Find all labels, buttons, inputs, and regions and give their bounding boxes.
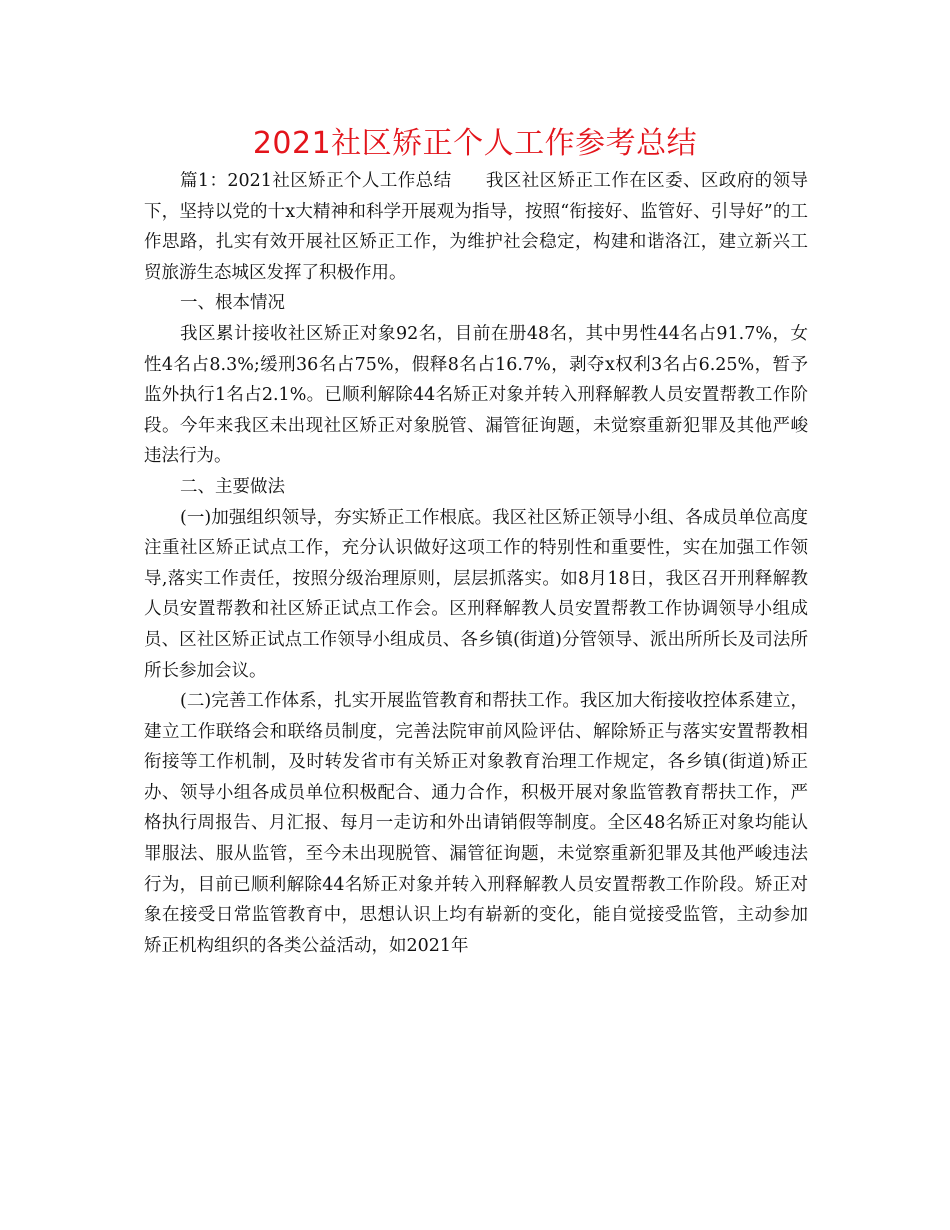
- paragraph-lead: 篇1：2021社区矫正个人工作总结: [180, 171, 452, 191]
- paragraph-intro: [144, 166, 808, 288]
- section-heading-2: 二、主要做法: [180, 476, 285, 497]
- paragraph-text: 我区社区矫正工作在区委、区政府的领导下，坚持以党的十x大精神和科学开展观为指导，按照“衔接好、监管好、引导好”的工作思路，扎实有效开展社区矫正工作，为维护社会稳定，构建和谐洛江，建立新兴工贸旅游生态城区发挥了积极作用。: [144, 171, 809, 283]
- section-heading-1: 一、根本情况: [180, 293, 285, 314]
- paragraph-method-2: (二)完善工作体系，扎实开展监管教育和帮扶工作。我区加大衔接收控体系建立，建立工作联络会和联络员制度，完善法院审前风险评估、解除矫正与落实安置帮教相衔接等工作机制，及时转发省市有关矫正对象教育治理工作规定，各乡镇(街道)矫正办、领导小组各成员单位积极配合、通力合作，积极开展对象监管教育帮扶工作，严格执行周报告、月汇报、每月一走访和外出请销假等制度。全区48名矫正对象均能认罪服法、服从监管，至今未出现脱管、漏管征询题，未觉察重新犯罪及其他严峻违法行为，目前已顺利解除44名矫正对象并转入刑释解教人员安置帮教工作阶段。矫正对象在接受日常监管教育中，思想认识上均有崭新的变化，能自觉接受监管，主动参加矫正机构组织的各类公益活动，如2021年: [144, 691, 808, 956]
- document-title: 2021社区矫正个人工作参考总结: [252, 126, 698, 161]
- document-body: [144, 166, 808, 961]
- paragraph-situation: 我区累计接收社区矫正对象92名，目前在册48名，其中男性44名占91.7%，女性4名占8.3%;缓刑36名占75%，假释8名占16.7%，剥夺x权利3名占6.25%，暂予监外执行1名占2.1%。已顺利解除44名矫正对象并转入刑释解教人员安置帮教工作阶段。今年来我区未出现社区矫正对象脱管、漏管征询题，未觉察重新犯罪及其他严峻违法行为。: [144, 323, 808, 467]
- paragraph-method-1: (一)加强组织领导，夯实矫正工作根底。我区社区矫正领导小组、各成员单位高度注重社区矫正试点工作，充分认识做好这项工作的特别性和重要性，实在加强工作领导,落实工作责任，按照分级治理原则，层层抓落实。如8月18日，我区召开刑释解教人员安置帮教和社区矫正试点工作会。区刑释解教人员安置帮教工作协调领导小组成员、区社区矫正试点工作领导小组成员、各乡镇(街道)分管领导、派出所所长及司法所所长参加会议。: [144, 507, 808, 681]
